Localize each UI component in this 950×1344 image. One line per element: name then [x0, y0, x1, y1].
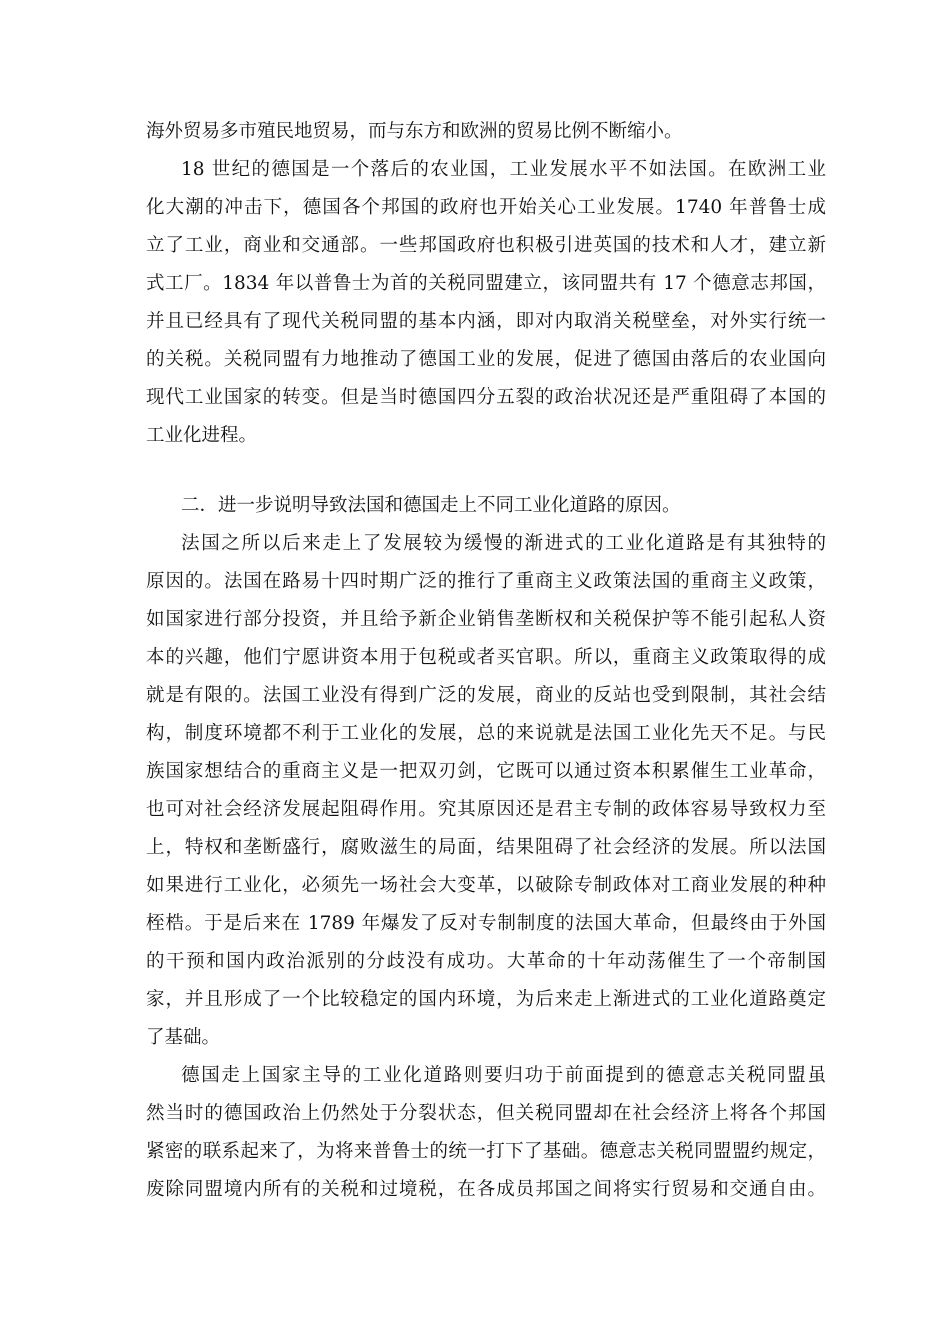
- text-line: 工业化进程。: [146, 425, 258, 446]
- section-heading: 二．进一步说明导致法国和德国走上不同工业化道路的原因。: [181, 495, 681, 516]
- text-line: 族国家想结合的重商主义是一把双刃剑，它既可以通过资本积累催生工业革命，: [146, 761, 826, 782]
- text-line: 家，并且形成了一个比较稳定的国内环境，为后来走上渐进式的工业化道路奠定: [146, 989, 826, 1010]
- text-line: 的关税。关税同盟有力地推动了德国工业的发展，促进了德国由落后的农业国向: [146, 349, 826, 370]
- text-line: 化大潮的冲击下，德国各个邦国的政府也开始关心工业发展。1740 年普鲁士成: [146, 197, 826, 218]
- text-line: 上，特权和垄断盛行，腐败滋生的局面，结果阻碍了社会经济的发展。所以法国: [146, 837, 826, 858]
- text-line: 桎梏。于是后来在 1789 年爆发了反对专制制度的法国大革命，但最终由于外国: [146, 913, 826, 934]
- text-line: 也可对社会经济发展起阻碍作用。究其原因还是君主专制的政体容易导致权力至: [146, 799, 826, 820]
- text-line: 式工厂。1834 年以普鲁士为首的关税同盟建立，该同盟共有 17 个德意志邦国，: [146, 273, 826, 294]
- text-line: 然当时的德国政治上仍然处于分裂状态，但关税同盟却在社会经济上将各个邦国: [146, 1103, 826, 1124]
- text-line: 废除同盟境内所有的关税和过境税，在各成员邦国之间将实行贸易和交通自由。: [146, 1179, 826, 1200]
- text-line: 德国走上国家主导的工业化道路则要归功于前面提到的德意志关税同盟虽: [181, 1065, 826, 1086]
- text-line: 并且已经具有了现代关税同盟的基本内涵，即对内取消关税壁垒，对外实行统一: [146, 311, 826, 332]
- text-line: 现代工业国家的转变。但是当时德国四分五裂的政治状况还是严重阻碍了本国的: [146, 387, 826, 408]
- text-line: 法国之所以后来走上了发展较为缓慢的渐进式的工业化道路是有其独特的: [181, 533, 826, 554]
- text-line: 构，制度环境都不利于工业化的发展，总的来说就是法国工业化先天不足。与民: [146, 723, 826, 744]
- text-line: 如果进行工业化，必须先一场社会大变革，以破除专制政体对工商业发展的种种: [146, 875, 826, 896]
- text-line: 紧密的联系起来了，为将来普鲁士的统一打下了基础。德意志关税同盟盟约规定，: [146, 1141, 826, 1162]
- text-line: 原因的。法国在路易十四时期广泛的推行了重商主义政策法国的重商主义政策，: [146, 571, 826, 592]
- text-line: 的干预和国内政治派别的分歧没有成功。大革命的十年动荡催生了一个帝制国: [146, 951, 826, 972]
- text-line: 如国家进行部分投资，并且给予新企业销售垄断权和关税保护等不能引起私人资: [146, 609, 826, 630]
- text-line: 本的兴趣，他们宁愿讲资本用于包税或者买官职。所以，重商主义政策取得的成: [146, 647, 826, 668]
- text-line: 立了工业，商业和交通部。一些邦国政府也积极引进英国的技术和人才，建立新: [146, 235, 826, 256]
- text-line: 海外贸易多市殖民地贸易，而与东方和欧洲的贸易比例不断缩小。: [146, 121, 683, 142]
- text-line: 就是有限的。法国工业没有得到广泛的发展，商业的反站也受到限制，其社会结: [146, 685, 826, 706]
- text-line: 18 世纪的德国是一个落后的农业国，工业发展水平不如法国。在欧洲工业: [181, 159, 826, 180]
- text-line: 了基础。: [146, 1027, 221, 1048]
